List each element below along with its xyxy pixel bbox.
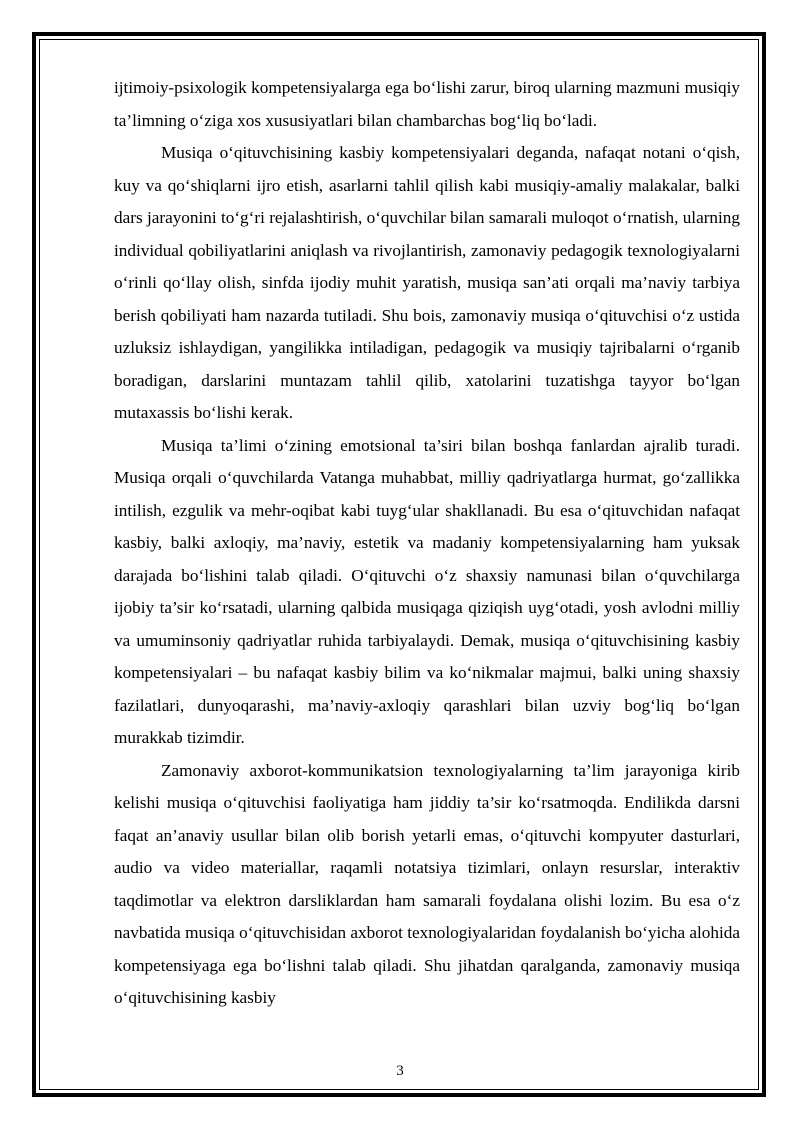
document-body	[114, 72, 740, 1015]
page-number: 3	[396, 1063, 404, 1079]
paragraph: Zamonaviy axborot-kommunikatsion texnologiyalarning ta’lim jarayoniga kirib kelishi musiqa o‘qituvchisi faoliyatiga ham jiddiy ta’sir ko‘rsatmoqda. Endilikda darsni faqat an’anaviy usullar bilan olib borish yetarli emas, o‘qituvchi kompyuter dasturlari, audio va video materiallar, raqamli notatsiya tizimlari, onlayn resurslar, interaktiv taqdimotlar va elektron darsliklardan ham samarali foydalana olishi lozim. Bu esa o‘z navbatida musiqa o‘qituvchisidan axborot texnologiyalaridan foydalanish bo‘yicha alohida kompetensiyaga ega bo‘lishni talab qiladi. Shu jihatdan qaralganda, zamonaviy musiqa o‘qituvchisining kasbiy	[114, 760, 740, 1007]
paragraph-continuation: ijtimoiy-psixologik kompetensiyalarga ega bo‘lishi zarur, biroq ularning mazmuni musiqiy ta’limning o‘ziga xos xususiyatlari bilan chambarchas bog‘liq bo‘ladi.	[114, 78, 740, 130]
paragraph: Musiqa ta’limi o‘zining emotsional ta’siri bilan boshqa fanlardan ajralib turadi. Musiqa orqali o‘quvchilarda Vatanga muhabbat, milliy qadriyatlarga hurmat, go‘zallikka intilish, ezgulik va mehr-oqibat kabi tuyg‘ular shakllanadi. Bu esa o‘qituvchidan nafaqat kasbiy, balki axloqiy, ma’naviy, estetik va madaniy kompetensiyalarning ham yuksak darajada bo‘lishini talab qiladi. O‘qituvchi o‘z shaxsiy namunasi bilan o‘quvchilarga ijobiy ta’sir ko‘rsatadi, ularning qalbida musiqaga qiziqish uyg‘otadi, yosh avlodni milliy va umuminsoniy qadriyatlar ruhida tarbiyalaydi. Demak, musiqa o‘qituvchisining kasbiy kompetensiyalari – bu nafaqat kasbiy bilim va ko‘nikmalar majmui, balki uning shaxsiy fazilatlari, dunyoqarashi, ma’naviy-axloqiy qarashlari bilan uzviy bog‘liq bo‘lgan murakkab tizimdir.	[114, 435, 740, 747]
paragraph: Musiqa o‘qituvchisining kasbiy kompetensiyalari deganda, nafaqat notani o‘qish, kuy va qo‘shiqlarni ijro etish, asarlarni tahlil qilish kabi musiqiy-amaliy malakalar, balki dars jarayonini to‘g‘ri rejalashtirish, o‘quvchilar bilan samarali muloqot o‘rnatish, ularning individual qobiliyatlarini aniqlash va rivojlantirish, zamonaviy pedagogik texnologiyalarni o‘rinli qo‘llay olish, sinfda ijodiy muhit yaratish, musiqa san’ati orqali ma’naviy tarbiya berish qobiliyati ham nazarda tutiladi. Shu bois, zamonaviy musiqa o‘qituvchisi o‘z ustida uzluksiz ishlaydigan, yangilikka intiladigan, pedagogik va musiqiy tajribalarni o‘rganib boradigan, darslarini muntazam tahlil qilib, xatolarini tuzatishga tayyor bo‘lgan mutaxassis bo‘lishi kerak.	[114, 143, 740, 422]
